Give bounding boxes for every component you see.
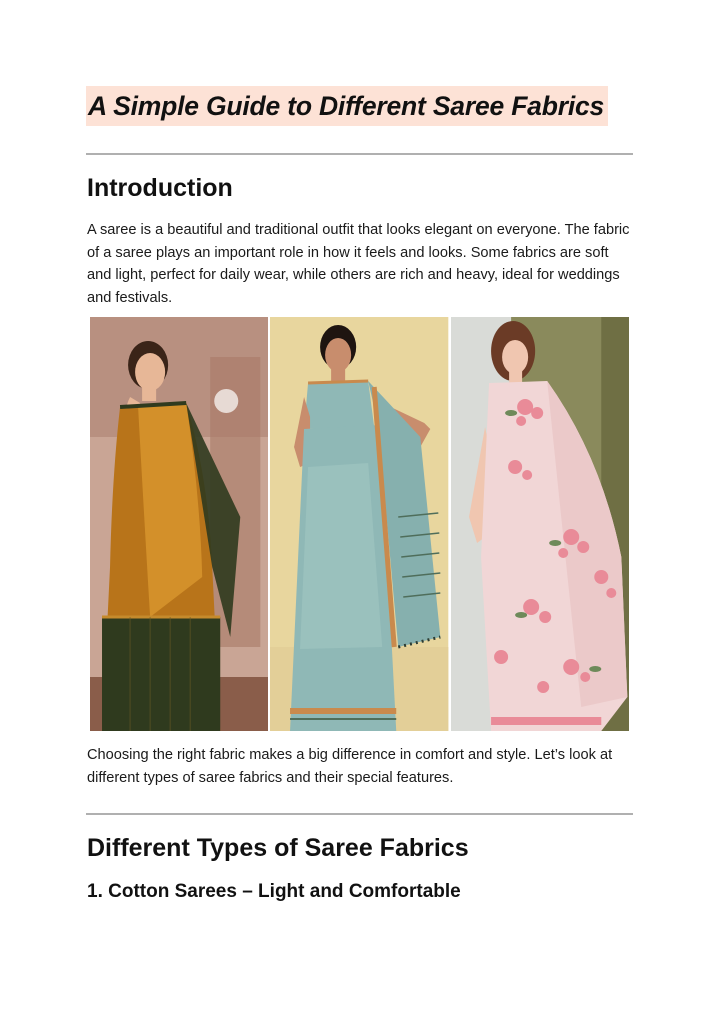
title-highlight: [86, 86, 608, 126]
mustard-silk-saree-photo: [90, 317, 268, 731]
intro-paragraph: A saree is a beautiful and traditional outfit that looks elegant on everyone. The fabric of a saree plays an important role in how it feels and looks. Some fabrics are soft and light, perfect for daily wear, while others are rich and heavy, ideal for weddings and festivals.: [87, 222, 630, 307]
section-heading-introduction: Introduction: [87, 174, 233, 202]
divider: [86, 813, 633, 815]
pink-floral-saree-photo: [451, 317, 629, 731]
sage-cotton-saree-photo: [270, 317, 448, 731]
fabric-choice-paragraph: Choosing the right fabric makes a big difference in comfort and style. Let’s look at different types of saree fabrics and their special features.: [87, 747, 613, 786]
divider: [86, 153, 633, 155]
subheading-cotton-sarees: 1. Cotton Sarees – Light and Comfortable: [87, 881, 461, 902]
page-title: A Simple Guide to Different Saree Fabrics: [86, 86, 608, 126]
section-heading-fabric-types: Different Types of Saree Fabrics: [87, 834, 469, 862]
saree-photo-strip: [90, 317, 629, 731]
